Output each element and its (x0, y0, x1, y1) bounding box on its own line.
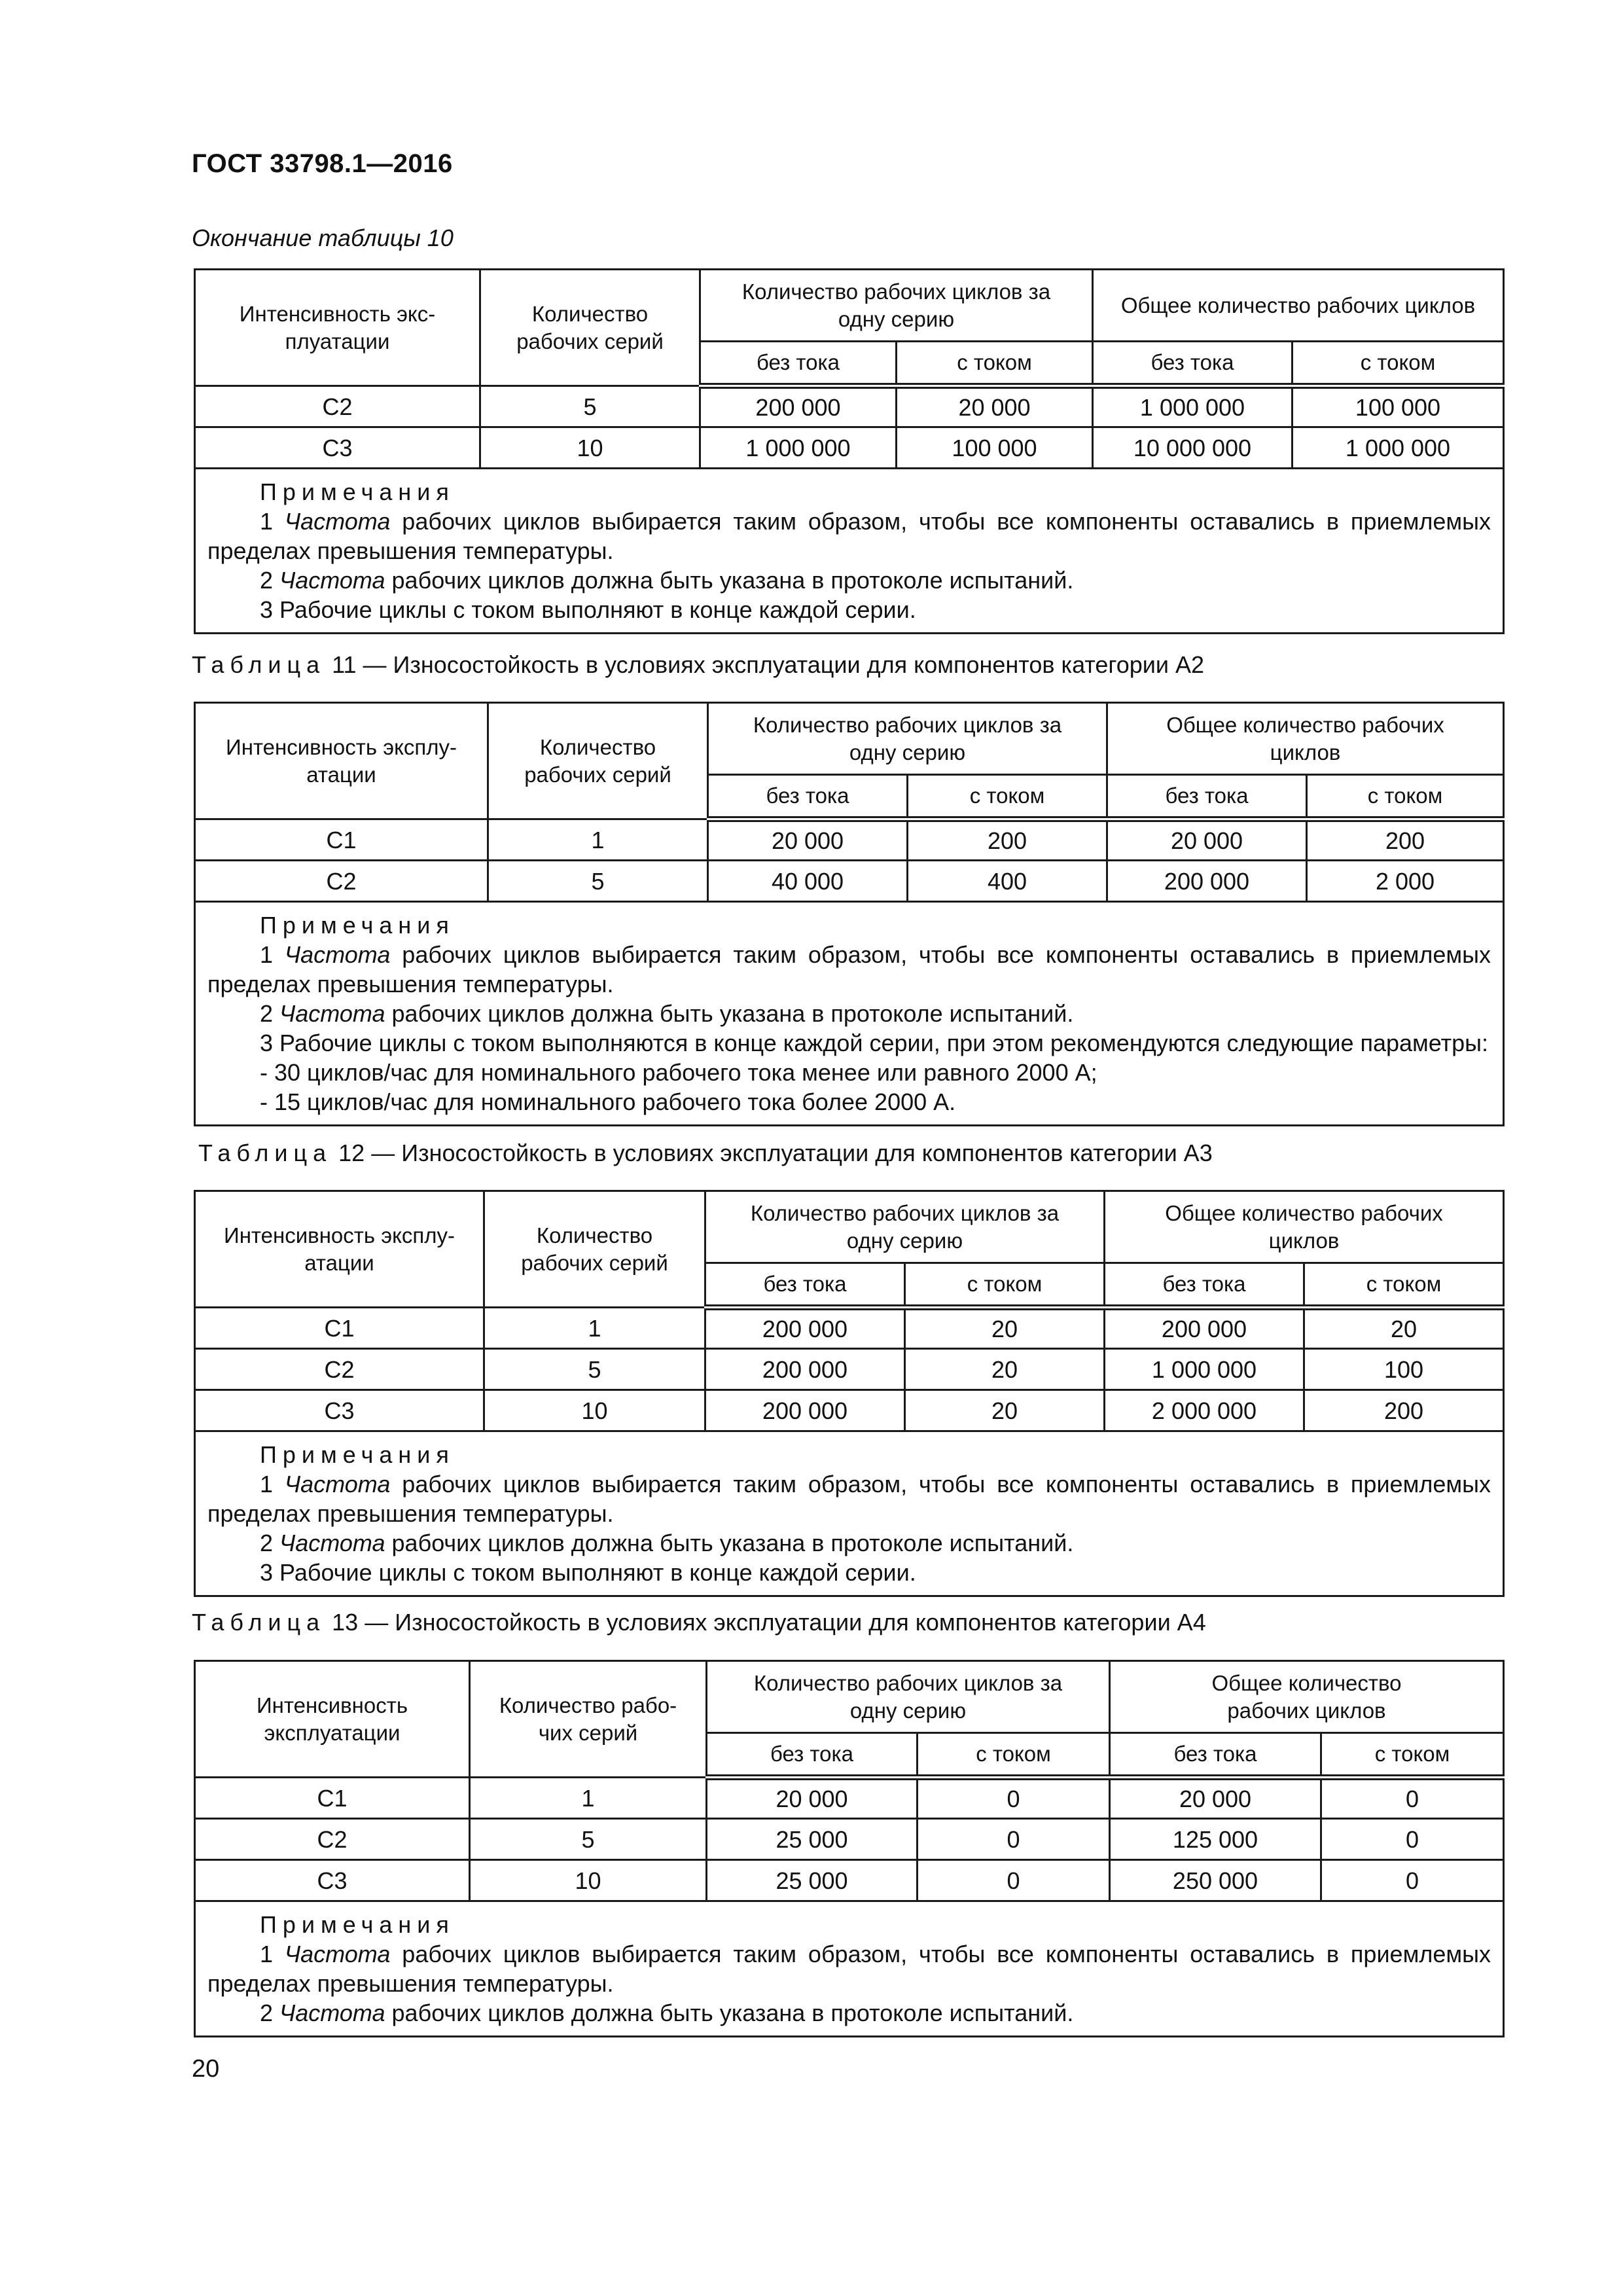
notes-title-text: Примечания (260, 1911, 455, 1938)
table-cell: 20 (905, 1349, 1105, 1390)
subheader-with-current: с током (908, 775, 1107, 819)
table-cell: С3 (195, 1860, 470, 1901)
notes-row (195, 1901, 1504, 2037)
note-item: - 30 циклов/час для номинального рабочего тока менее или равного 2000 А; (260, 1059, 1097, 1086)
table-cell: С2 (195, 386, 480, 427)
table13-caption-text: 13 — Износостойкость в условиях эксплуатации для компонентов категории А4 (325, 1609, 1206, 1636)
table12-caption (198, 1139, 1213, 1167)
note-number: 1 (260, 1471, 274, 1498)
note-number: 2 (260, 1000, 274, 1027)
note-text: Рабочие циклы с током выполняют в конце каждой серии. (279, 1559, 916, 1586)
col-total-header: Общее количество рабочих циклов (1110, 1661, 1504, 1733)
note-text: Рабочие циклы с током выполняют в конце каждой серии. (279, 596, 916, 623)
table-cell: 20 000 (1107, 819, 1307, 861)
notes-title (207, 1910, 1491, 1939)
table-cell: 20 000 (897, 386, 1093, 427)
subheader-with-current: с током (1293, 342, 1504, 386)
subheader-with-current: с током (1304, 1263, 1504, 1308)
table-cell: 0 (918, 1778, 1110, 1819)
col-total-header: Общее количество рабочих циклов (1105, 1191, 1504, 1263)
table-cell: 1 000 000 (1293, 427, 1504, 469)
table-cell: 2 000 000 (1105, 1390, 1304, 1431)
subheader-no-current: без тока (705, 1263, 905, 1308)
note-item (207, 595, 1491, 624)
table-cell: 20 000 (708, 819, 908, 861)
notes-row (195, 902, 1504, 1126)
note-item (207, 1469, 1491, 1528)
table-cell: 20 000 (707, 1778, 918, 1819)
notes-cell (195, 1431, 1504, 1596)
table-row (195, 386, 1504, 427)
table-cell: 0 (918, 1819, 1110, 1860)
table-cell: 1 000 000 (1093, 386, 1293, 427)
note-text: рабочих циклов выбирается таким образом, чтобы все компоненты оставались в приемлемых пределах превышения температуры. (207, 1941, 1491, 1997)
col-total-header: Общее количество рабочих циклов (1107, 703, 1504, 775)
subheader-no-current: без тока (700, 342, 897, 386)
note-item (207, 940, 1491, 999)
header-row (195, 1661, 1504, 1733)
table-cell: 40 000 (708, 861, 908, 902)
header-row (195, 703, 1504, 775)
col-per-series-header: Количество рабочих циклов за одну серию (700, 270, 1093, 342)
note-emphasis: Частота (284, 1941, 391, 1967)
table-cell: 250 000 (1110, 1860, 1321, 1901)
table-cell: 200 (1307, 819, 1504, 861)
notes-title (207, 477, 1491, 507)
table-cell: 0 (1321, 1819, 1504, 1860)
table-cell: 5 (480, 386, 700, 427)
note-text: рабочих циклов выбирается таким образом, чтобы все компоненты оставались в приемлемых пределах превышения температуры. (207, 1471, 1491, 1527)
table-cell: С1 (195, 1778, 470, 1819)
note-item (207, 999, 1491, 1028)
table-cell: 5 (470, 1819, 707, 1860)
note-text: рабочих циклов должна быть указана в протоколе испытаний. (385, 567, 1074, 594)
notes-title-text: Примечания (260, 912, 455, 939)
table-cell: 2 000 (1307, 861, 1504, 902)
note-item (207, 1558, 1491, 1587)
table-12 (194, 1190, 1505, 1597)
table13-caption-label: Таблица (192, 1609, 326, 1636)
table12-caption-text: 12 — Износостойкость в условиях эксплуатации для компонентов категории А3 (332, 1139, 1213, 1166)
col-total-header: Общее количество рабочих циклов (1093, 270, 1504, 342)
note-number: 2 (260, 1530, 274, 1556)
notes-cell (195, 1901, 1504, 2037)
table-cell: 25 000 (707, 1860, 918, 1901)
note-emphasis: Частота (279, 1530, 385, 1556)
notes-title (207, 910, 1491, 940)
subheader-no-current: без тока (708, 775, 908, 819)
subheader-with-current: с током (1307, 775, 1504, 819)
table-cell: 10 (480, 427, 700, 469)
table11-caption-label: Таблица (192, 651, 326, 678)
subheader-no-current: без тока (1105, 1263, 1304, 1308)
header-row (195, 270, 1504, 342)
table-cell: 20 (905, 1308, 1105, 1349)
document-code: ГОСТ 33798.1—2016 (192, 149, 453, 178)
table-cell: 20 (1304, 1308, 1504, 1349)
table-cell: 20 (905, 1390, 1105, 1431)
table-cell: 1 (488, 819, 708, 861)
notes-title (207, 1440, 1491, 1469)
note-text: рабочих циклов должна быть указана в протоколе испытаний. (385, 1000, 1074, 1027)
table-cell: 10 (484, 1390, 705, 1431)
table-cell: 200 000 (1105, 1308, 1304, 1349)
table-row (195, 819, 1504, 861)
table-cell: С3 (195, 427, 480, 469)
table-cell: 200 000 (1107, 861, 1307, 902)
note-emphasis: Частота (279, 2000, 385, 2026)
table-cell: 200 (908, 819, 1107, 861)
table-row (195, 1349, 1504, 1390)
note-number: 1 (260, 1941, 274, 1967)
note-emphasis: Частота (284, 1471, 391, 1498)
note-item (207, 1939, 1491, 1998)
table-cell: 200 000 (705, 1349, 905, 1390)
note-item (207, 565, 1491, 595)
table-cell: 200 000 (705, 1308, 905, 1349)
table-13 (194, 1660, 1505, 2037)
table-cell: 1 000 000 (1105, 1349, 1304, 1390)
subheader-no-current: без тока (1110, 1733, 1321, 1778)
col-series-header: Количество рабо- чих серий (470, 1661, 707, 1778)
table-cell: С1 (195, 819, 488, 861)
note-number: 2 (260, 2000, 274, 2026)
table-10 (194, 268, 1505, 634)
subheader-with-current: с током (905, 1263, 1105, 1308)
note-text: рабочих циклов должна быть указана в протоколе испытаний. (385, 2000, 1074, 2026)
subheader-no-current: без тока (1107, 775, 1307, 819)
note-item (207, 1528, 1491, 1558)
table-cell: 5 (488, 861, 708, 902)
table-cell: 400 (908, 861, 1107, 902)
note-item (207, 507, 1491, 565)
table-cell: 1 000 000 (700, 427, 897, 469)
table-cell: 20 000 (1110, 1778, 1321, 1819)
table-cell: 200 000 (705, 1390, 905, 1431)
notes-row (195, 1431, 1504, 1596)
col-per-series-header: Количество рабочих циклов за одну серию (708, 703, 1107, 775)
subheader-with-current: с током (918, 1733, 1110, 1778)
table-cell: 0 (1321, 1860, 1504, 1901)
note-emphasis: Частота (279, 567, 385, 594)
note-emphasis: Частота (284, 508, 391, 535)
table10-caption: Окончание таблицы 10 (192, 224, 454, 251)
note-emphasis: Частота (284, 941, 391, 968)
col-intensity-header: Интенсивность эксплу- атации (195, 1191, 484, 1308)
table-cell: 100 (1304, 1349, 1504, 1390)
table-row (195, 861, 1504, 902)
col-intensity-header: Интенсивность экс- плуатации (195, 270, 480, 386)
table-row (195, 1819, 1504, 1860)
note-number: 3 (260, 1559, 274, 1586)
note-item: - 15 циклов/час для номинального рабочего тока более 2000 А. (260, 1088, 956, 1115)
table-cell: 0 (1321, 1778, 1504, 1819)
page-number: 20 (192, 2055, 220, 2083)
col-series-header: Количество рабочих серий (488, 703, 708, 819)
notes-title-text: Примечания (260, 478, 455, 505)
notes-cell (195, 902, 1504, 1126)
note-item (207, 1998, 1491, 2028)
table13-caption (192, 1609, 1206, 1636)
table-cell: 125 000 (1110, 1819, 1321, 1860)
table-cell: 200 000 (700, 386, 897, 427)
table-cell: С2 (195, 1819, 470, 1860)
subheader-with-current: с током (897, 342, 1093, 386)
table-row (195, 1778, 1504, 1819)
col-per-series-header: Количество рабочих циклов за одну серию (705, 1191, 1105, 1263)
notes-row (195, 469, 1504, 634)
col-series-header: Количество рабочих серий (484, 1191, 705, 1308)
col-per-series-header: Количество рабочих циклов за одну серию (707, 1661, 1110, 1733)
table-cell: 25 000 (707, 1819, 918, 1860)
subheader-no-current: без тока (707, 1733, 918, 1778)
subheader-with-current: с током (1321, 1733, 1504, 1778)
notes-title-text: Примечания (260, 1441, 455, 1468)
table-cell: 10 (470, 1860, 707, 1901)
col-intensity-header: Интенсивность эксплуатации (195, 1661, 470, 1778)
note-item: 3 Рабочие циклы с током выполняются в конце каждой серии, при этом рекомендуются следующие параметры: (260, 1030, 1489, 1056)
table-11 (194, 702, 1505, 1126)
table-row (195, 1308, 1504, 1349)
note-text: рабочих циклов выбирается таким образом, чтобы все компоненты оставались в приемлемых пределах превышения температуры. (207, 508, 1491, 564)
table-cell: 5 (484, 1349, 705, 1390)
table12-caption-label: Таблица (198, 1139, 332, 1166)
note-number: 2 (260, 567, 274, 594)
notes-cell (195, 469, 1504, 634)
table-cell: С2 (195, 1349, 484, 1390)
table-cell: 100 000 (897, 427, 1093, 469)
table-row (195, 1860, 1504, 1901)
note-number: 1 (260, 941, 274, 968)
table11-caption-text: 11 — Износостойкость в условиях эксплуатации для компонентов категории А2 (325, 651, 1205, 678)
table-cell: 0 (918, 1860, 1110, 1901)
note-number: 3 (260, 596, 274, 623)
col-series-header: Количество рабочих серий (480, 270, 700, 386)
header-row (195, 1191, 1504, 1263)
note-number: 1 (260, 508, 274, 535)
table-cell: С2 (195, 861, 488, 902)
note-emphasis: Частота (279, 1000, 385, 1027)
table-cell: 1 (470, 1778, 707, 1819)
table-row (195, 1390, 1504, 1431)
table-cell: 10 000 000 (1093, 427, 1293, 469)
table-cell: С1 (195, 1308, 484, 1349)
table11-caption (192, 651, 1204, 679)
table-cell: 100 000 (1293, 386, 1504, 427)
note-text: рабочих циклов должна быть указана в протоколе испытаний. (385, 1530, 1074, 1556)
table-cell: С3 (195, 1390, 484, 1431)
table-cell: 1 (484, 1308, 705, 1349)
table-row (195, 427, 1504, 469)
col-intensity-header: Интенсивность эксплу- атации (195, 703, 488, 819)
note-text: рабочих циклов выбирается таким образом, чтобы все компоненты оставались в приемлемых пределах превышения температуры. (207, 941, 1491, 997)
subheader-no-current: без тока (1093, 342, 1293, 386)
table-cell: 200 (1304, 1390, 1504, 1431)
